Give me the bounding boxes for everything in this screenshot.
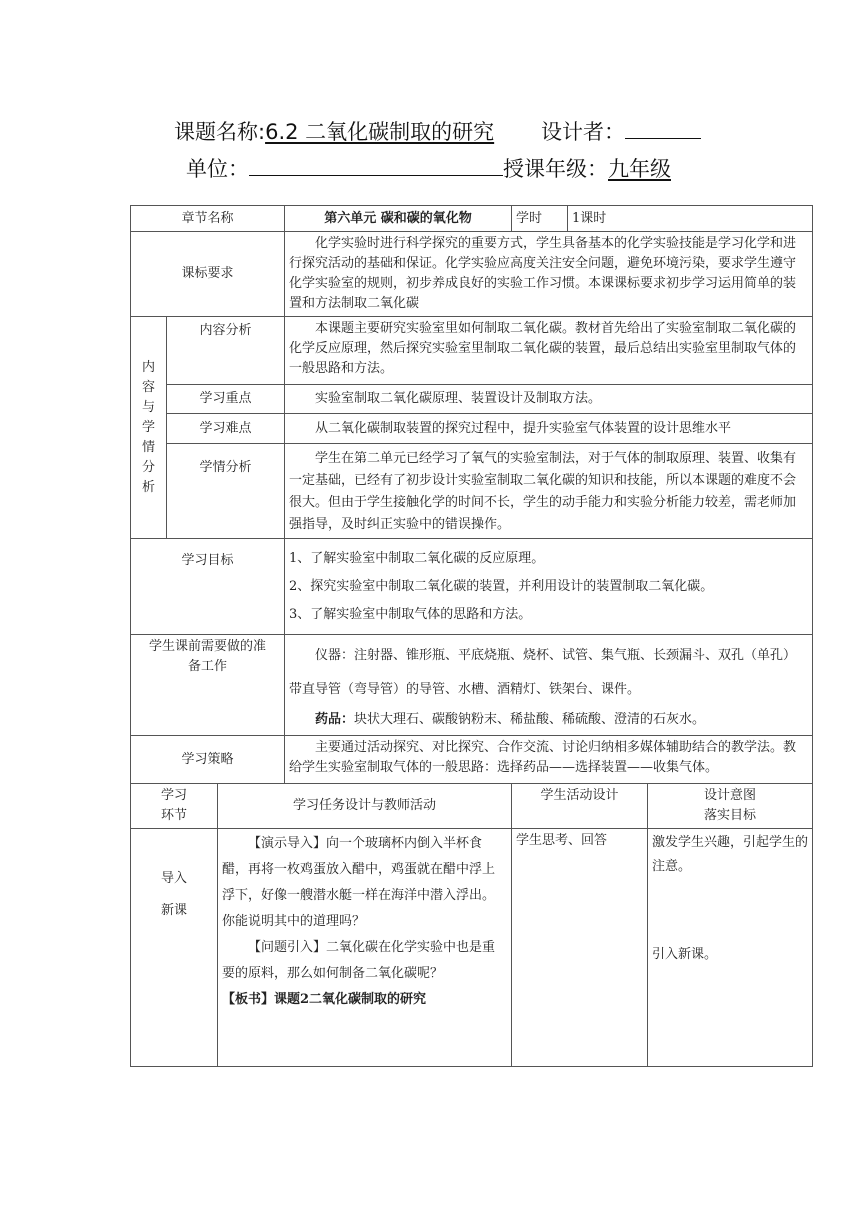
standards-cell bbox=[285, 232, 813, 317]
lesson-plan-table bbox=[130, 205, 813, 1067]
intent-cell bbox=[648, 829, 813, 1067]
task-demo bbox=[222, 831, 507, 935]
designer-blank bbox=[625, 118, 701, 139]
goals-cell bbox=[285, 539, 813, 635]
task-demo-tag: 【演示导入】 bbox=[248, 836, 327, 851]
learner-text: 学生在第二单元已经学习了氧气的实验室制法，对于气体的制取原理、装置、收集有一定基础，已经有了初步设计实验室制取二氧化碳的知识和技能，所以本课题的难度不会很大。但由于学生接触化学的时间不长，学生的动手能力和实验分析能力较差，需老师加强指导，及时纠正实验中的错误操作。 bbox=[289, 451, 797, 532]
content-analysis-text: 本课题主要研究实验室里如何制取二氧化碳。教材首先给出了实验室制取二氧化碳的化学反应原理，然后探究实验室里制取二氧化碳的装置，最后总结出实验室里制取气体的一般思路和方法。 bbox=[289, 321, 797, 376]
goal-item: 1、了解实验室中制取二氧化碳的反应原理。 bbox=[289, 551, 545, 566]
prep-row bbox=[131, 635, 813, 736]
grade-value: 九年级 bbox=[608, 157, 671, 181]
col-stage-header bbox=[131, 784, 218, 829]
hours-label: 学时 bbox=[512, 206, 568, 232]
chapter-label: 章节名称 bbox=[131, 206, 285, 232]
stage-name-line: 新课 bbox=[160, 903, 187, 918]
key-label: 学习重点 bbox=[167, 385, 285, 414]
strategy-label: 学习策略 bbox=[131, 736, 285, 784]
designer-line bbox=[541, 116, 701, 146]
header-line-1 bbox=[174, 116, 494, 146]
student-activity: 学生思考、回答 bbox=[516, 833, 608, 848]
key-cell bbox=[285, 385, 813, 414]
chapter-value: 第六单元 碳和碳的氧化物 bbox=[285, 206, 512, 232]
task-question-text: 二氧化碳在化学实验中也是重要的原料，那么如何制备二氧化碳呢？ bbox=[222, 940, 496, 981]
stage-name-line: 导入 bbox=[160, 871, 187, 886]
strategy-cell bbox=[285, 736, 813, 784]
prep-reagents-label: 药品： bbox=[315, 712, 355, 727]
student-activity-cell bbox=[512, 829, 648, 1067]
col-intent-line: 落实目标 bbox=[704, 808, 757, 823]
stage-header-row bbox=[131, 784, 813, 829]
side-char: 容 bbox=[141, 379, 155, 395]
side-char: 分 bbox=[141, 459, 155, 475]
intent-2: 引入新课。 bbox=[652, 947, 718, 962]
strategy-row bbox=[131, 736, 813, 784]
unit-blank bbox=[249, 155, 503, 176]
prep-cell bbox=[285, 635, 813, 736]
strategy-text: 主要通过活动探究、对比探究、合作交流、讨论归纳相多媒体辅助结合的教学法。教给学生实验室制取气体的一般思路：选择药品——选择装置——收集气体。 bbox=[289, 740, 797, 775]
goal-item: 2、探究实验室中制取二氧化碳的装置，并利用设计的装置制取二氧化碳。 bbox=[289, 579, 714, 594]
standards-text: 化学实验时进行科学探究的重要方式，学生具备基本的化学实验技能是学习化学和进行探究活动的基础和保证。化学实验应高度关注安全问题，避免环境污染，要求学生遵守化学实验室的规则，初步养成良好的实验工作习惯。本课课标要求初步学习运用简单的装置和方法制取二氧化碳 bbox=[289, 236, 797, 311]
intro-stage-row bbox=[131, 829, 813, 1067]
goals-row bbox=[131, 539, 813, 635]
learner-label: 学情分析 bbox=[167, 444, 285, 539]
col-intent-header bbox=[648, 784, 813, 829]
key-text: 实验室制取二氧化碳原理、装置设计及制取方法。 bbox=[315, 391, 602, 406]
side-char: 学 bbox=[141, 419, 155, 435]
task-question-tag: 【问题引入】 bbox=[248, 940, 327, 955]
prep-reagents: 块状大理石、碳酸钠粉末、稀盐酸、稀硫酸、澄清的石灰水。 bbox=[354, 712, 706, 727]
difficulty-row bbox=[131, 414, 813, 444]
task-board: 【板书】课题2二氧化碳制取的研究 bbox=[222, 992, 427, 1007]
hours-value: 1课时 bbox=[568, 206, 813, 232]
standards-label: 课标要求 bbox=[131, 232, 285, 317]
task-demo-text: 向一个玻璃杯内倒入半杯食醋，再将一枚鸡蛋放入醋中，鸡蛋就在醋中浮上浮下，好像一艘潜水艇一样在海洋中潜入浮出。你能说明其中的道理吗？ bbox=[222, 836, 496, 929]
chapter-row bbox=[131, 206, 813, 232]
standards-row bbox=[131, 232, 813, 317]
side-char: 内 bbox=[141, 359, 155, 375]
key-row bbox=[131, 385, 813, 414]
header-line-2 bbox=[186, 153, 671, 183]
col-stage-line: 环节 bbox=[160, 808, 187, 823]
content-analysis-cell bbox=[285, 317, 813, 385]
side-char: 析 bbox=[141, 479, 155, 495]
prep-label: 学生课前需要做的准备工作 bbox=[131, 635, 285, 736]
goals-label: 学习目标 bbox=[131, 539, 285, 635]
intent-1: 激发学生兴趣，引起学生的注意。 bbox=[652, 835, 809, 874]
tasks-cell bbox=[218, 829, 512, 1067]
grade-label: 授课年级： bbox=[503, 157, 608, 181]
col-stage-line: 学习 bbox=[160, 788, 187, 803]
designer-label: 设计者： bbox=[541, 120, 625, 144]
task-question bbox=[222, 935, 507, 987]
topic-value: 6.2 二氧化碳制取的研究 bbox=[265, 120, 495, 144]
stage-name bbox=[131, 829, 218, 1067]
content-learner-side-label bbox=[131, 317, 167, 539]
unit-label: 单位： bbox=[186, 157, 249, 181]
difficulty-label: 学习难点 bbox=[167, 414, 285, 444]
side-char: 情 bbox=[141, 439, 155, 455]
side-char: 与 bbox=[141, 399, 155, 415]
learner-row bbox=[131, 444, 813, 539]
difficulty-cell bbox=[285, 414, 813, 444]
prep-instruments: 仪器：注射器、锥形瓶、平底烧瓶、烧杯、试管、集气瓶、长颈漏斗、双孔（单孔）带直导管（弯导管）的导管、水槽、酒精灯、铁架台、课件。 bbox=[289, 648, 797, 697]
col-intent-line: 设计意图 bbox=[704, 788, 757, 803]
col-student-header: 学生活动设计 bbox=[512, 784, 648, 829]
col-tasks-header: 学习任务设计与教师活动 bbox=[218, 784, 512, 829]
prep-reagents-line bbox=[289, 707, 808, 733]
content-row bbox=[131, 317, 813, 385]
topic-label: 课题名称: bbox=[174, 120, 266, 144]
learner-cell bbox=[285, 444, 813, 539]
difficulty-text: 从二氧化碳制取装置的探究过程中，提升实验室气体装置的设计思维水平 bbox=[315, 420, 732, 436]
goal-item: 3、了解实验室中制取气体的思路和方法。 bbox=[289, 607, 532, 622]
content-analysis-label: 内容分析 bbox=[167, 317, 285, 385]
